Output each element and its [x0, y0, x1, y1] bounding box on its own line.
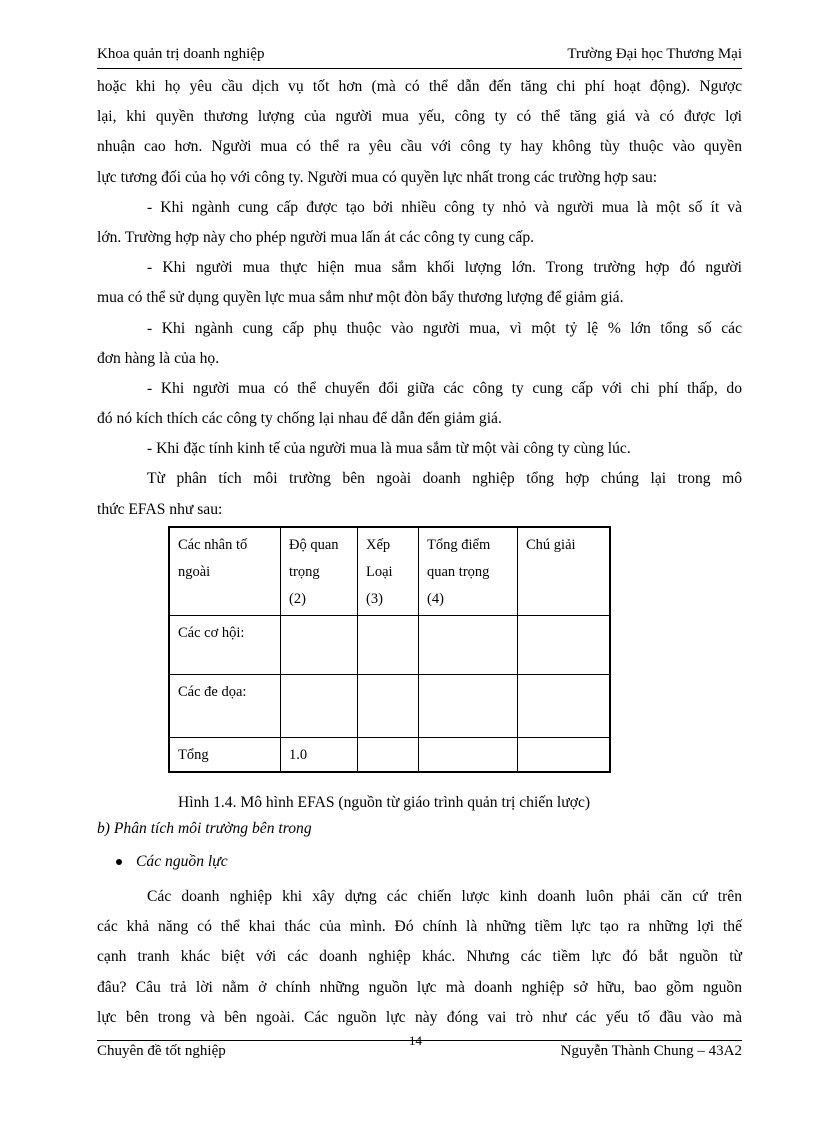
efas-intro-line: Từ phân tích môi trường bên ngoài doanh nghiệp tổng hợp chúng lại trong mô	[147, 470, 742, 488]
section-subheading: b) Phân tích môi trường bên trong	[97, 820, 312, 837]
page-footer	[97, 1033, 742, 1069]
table-cell	[281, 675, 358, 738]
text-line: lực tương đối của họ với công ty. Người mua có quyền lực nhất trong các trường hợp sau:	[97, 168, 658, 186]
table-cell	[358, 738, 419, 773]
table-cell	[518, 616, 611, 675]
header-cell-factors	[169, 527, 281, 616]
table-cell: Tổng	[169, 738, 281, 773]
header-text: trọng	[289, 564, 320, 580]
table-cell: Các đe dọa:	[169, 675, 281, 738]
text-line: đâu? Câu trả lời nằm ở chính những nguồn lực mà doanh nghiệp sở hữu, bao gồm nguồn	[97, 978, 742, 996]
bullet-line: đơn hàng là của họ.	[97, 349, 220, 367]
table-cell	[518, 675, 611, 738]
header-text: (2)	[289, 591, 306, 607]
footer-document-type: Chuyên đề tốt nghiệp	[97, 1043, 226, 1059]
header-cell-weight	[281, 527, 358, 616]
bullet-dot-icon	[116, 859, 122, 865]
efas-intro-line: thức EFAS như sau:	[97, 500, 223, 518]
bullet-line: - Khi ngành cung cấp phụ thuộc vào người mua, vì một tỷ lệ % lớn tổng số các	[147, 319, 742, 337]
header-text: Xếp	[366, 537, 391, 553]
bullet-heading	[116, 853, 228, 871]
text-line: hoặc khi họ yêu cầu dịch vụ tốt hơn (mà có thể dẫn đến tăng chi phí hoạt động). Ngược	[97, 78, 742, 95]
header-cell-notes	[518, 527, 611, 616]
figure-caption: Hình 1.4. Mô hình EFAS (nguồn từ giáo trình quản trị chiến lược)	[178, 794, 591, 811]
bullet-line: - Khi người mua có thể chuyển đổi giữa các công ty cung cấp với chi phí thấp, do	[147, 379, 742, 397]
table-cell: 1.0	[281, 738, 358, 773]
page-number: 14	[409, 1033, 422, 1048]
header-text: Tổng điểm	[427, 537, 491, 553]
efas-table-wrapper	[168, 526, 611, 773]
footer-author: Nguyễn Thành Chung – 43A2	[560, 1043, 742, 1059]
page-header	[97, 44, 742, 69]
body-text-bottom	[97, 882, 742, 1033]
table-row-opportunities	[169, 616, 610, 675]
text-line: nhuận cao hơn. Người mua có thể ra yêu cầu với công ty hay không tùy thuộc vào quyền	[97, 138, 742, 156]
header-text: Loại	[366, 564, 393, 580]
bullet-line: - Khi đặc tính kinh tế của người mua là mua sắm từ một vài công ty cùng lúc.	[147, 440, 631, 458]
bullet-heading-text: Các nguồn lực	[136, 853, 228, 870]
efas-table	[168, 526, 611, 773]
table-cell	[419, 616, 518, 675]
text-line: lại, khi quyền thương lượng của người mua yếu, công ty có thể tăng giá và có được lợi	[97, 108, 742, 126]
header-text: Chú giải	[526, 537, 576, 553]
header-university: Trường Đại học Thương Mại	[567, 46, 742, 62]
table-row-threats	[169, 675, 610, 738]
table-header-row	[169, 527, 610, 616]
table-cell	[419, 738, 518, 773]
header-text: Các nhân tố	[178, 537, 248, 553]
header-text: ngoài	[178, 564, 211, 580]
header-text: (3)	[366, 591, 383, 607]
bullet-line: - Khi người mua thực hiện mua sắm khối lượng lớn. Trong trường hợp đó người	[147, 259, 742, 277]
bullet-line: đó nó kích thích các công ty chống lại nhau để dẫn đến giảm giá.	[97, 410, 502, 428]
table-cell	[358, 616, 419, 675]
text-line: lực bên trong và bên ngoài. Các nguồn lực này đóng vai trò như các yếu tố đầu vào mà	[97, 1008, 742, 1026]
table-cell: Các cơ hội:	[169, 616, 281, 675]
table-cell	[358, 675, 419, 738]
text-line: cạnh tranh khác biệt với các doanh nghiệp khác. Nhưng các tiềm lực đó bắt nguồn từ	[97, 948, 742, 966]
header-faculty: Khoa quản trị doanh nghiệp	[97, 46, 265, 62]
table-cell	[281, 616, 358, 675]
bullet-line: lớn. Trường hợp này cho phép người mua lấn át các công ty cung cấp.	[97, 228, 535, 246]
header-cell-rating	[358, 527, 419, 616]
header-text: quan trọng	[427, 564, 490, 580]
bullet-line: - Khi ngành cung cấp được tạo bởi nhiều công ty nhỏ và người mua là một số ít và	[147, 198, 742, 216]
header-text: (4)	[427, 591, 444, 607]
table-cell	[518, 738, 611, 773]
bullet-line: mua có thể sử dụng quyền lực mua sắm như một đòn bẩy thương lượng để giảm giá.	[97, 289, 624, 307]
table-cell	[419, 675, 518, 738]
body-text-top	[97, 72, 742, 525]
header-cell-total-score	[419, 527, 518, 616]
table-row-total	[169, 738, 610, 773]
text-line: các khả năng có thể khai thác của mình. Đó chính là những tiềm lực tạo ra những lợi thế	[97, 918, 742, 936]
header-text: Độ quan	[289, 537, 339, 553]
text-line: Các doanh nghiệp khi xây dựng các chiến lược kinh doanh luôn phải căn cứ trên	[147, 888, 742, 905]
